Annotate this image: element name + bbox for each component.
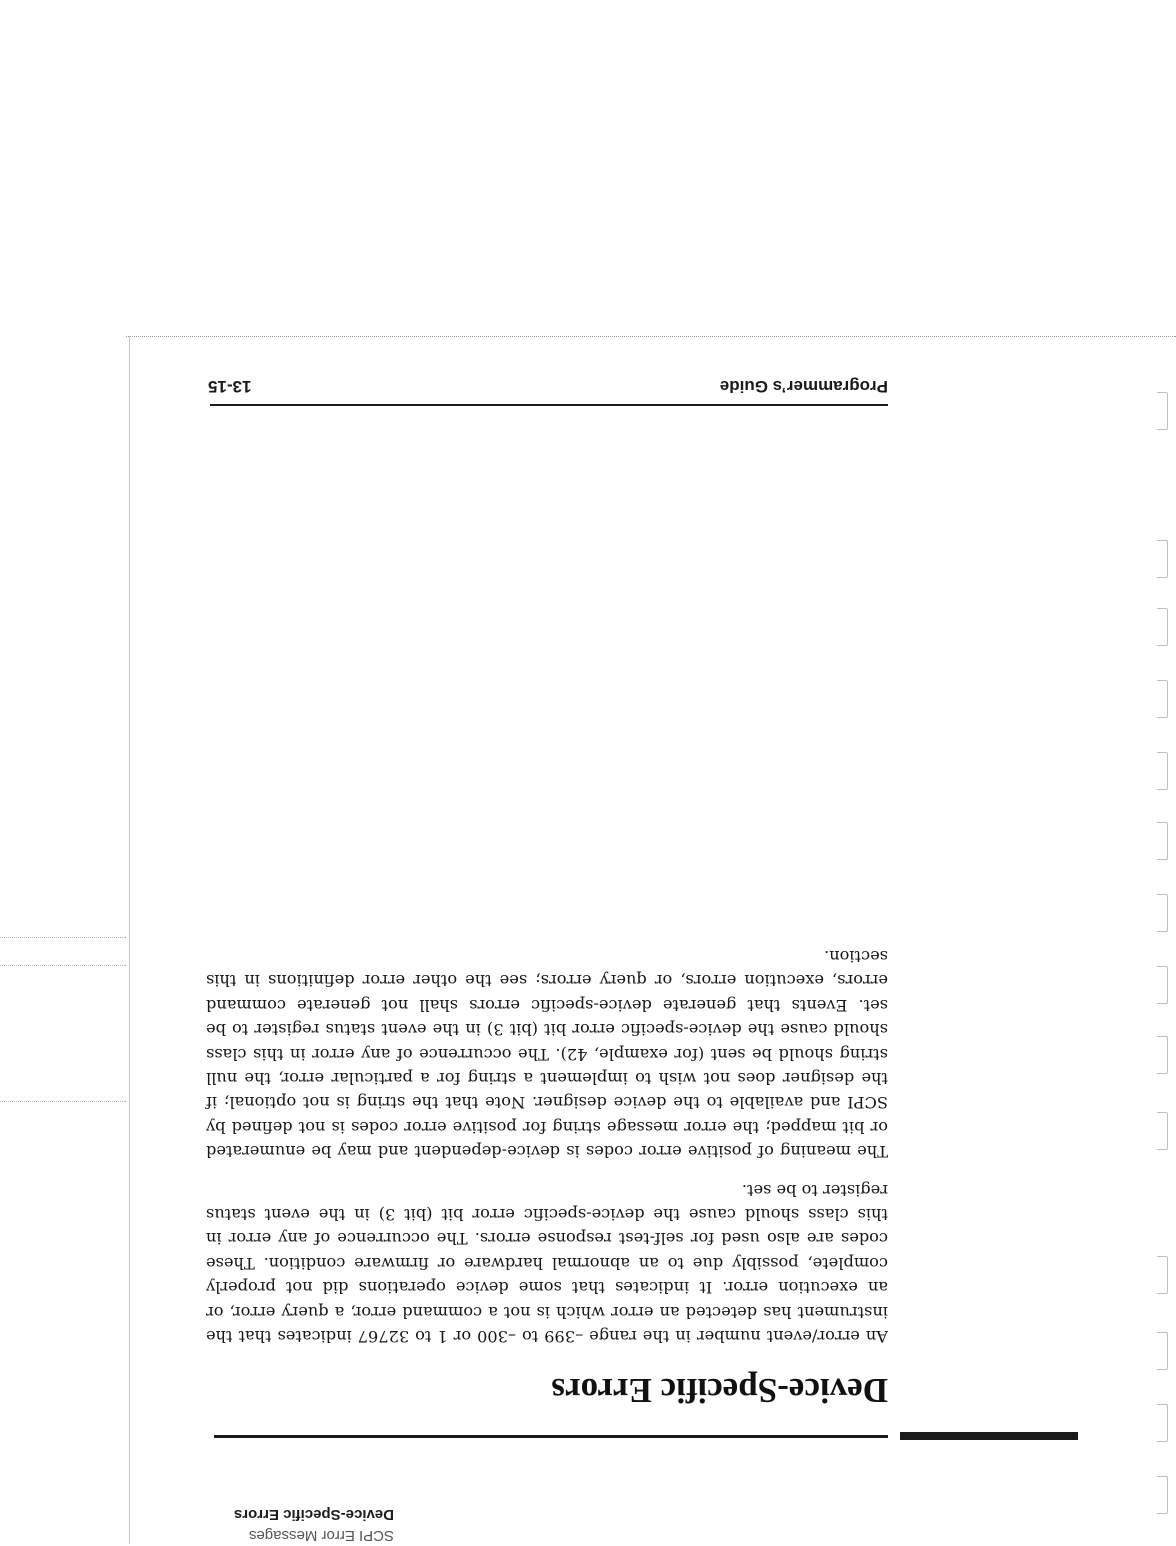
body-text bbox=[206, 930, 888, 1349]
scan-guide-line bbox=[0, 937, 126, 938]
section-title: Device-Specific Errors bbox=[551, 1371, 888, 1410]
scan-guide-line bbox=[0, 965, 126, 966]
binder-tab-mark bbox=[1157, 752, 1168, 790]
footer-rule bbox=[210, 404, 888, 406]
binder-tab-mark bbox=[1157, 1036, 1168, 1074]
binder-tab-mark bbox=[1157, 1404, 1168, 1442]
scan-guide-line bbox=[0, 1101, 126, 1102]
paragraph: The meaning of positive error codes is device-dependent and may be enumerated or bit mapped; the error message string for positive error codes is not defined by SCPI and available to the device designer. Note that the string is not optional; if the designer does not wish to implement a string for a particular error, the null string should be sent (for example, 42). The occurrence of any error in this class should cause the device-specific error bit (bit 3) in the event status register to be set. Events that generate device-specific errors shall not generate command errors, execution errors, or query errors; see the other error definitions in this section. bbox=[206, 946, 888, 1162]
footer-page-number: 13-15 bbox=[208, 377, 252, 396]
binder-tab-mark bbox=[1157, 608, 1168, 646]
page-edge-bottom bbox=[126, 336, 1176, 337]
running-header-section: Device-Specific Errors bbox=[233, 1506, 394, 1523]
binder-tab-mark bbox=[1157, 894, 1168, 932]
running-header bbox=[194, 1504, 394, 1544]
binder-tab-mark bbox=[1157, 1332, 1168, 1370]
binder-tab-mark bbox=[1157, 392, 1168, 430]
footer-guide-name: Programmer’s Guide bbox=[719, 377, 888, 396]
section-marker-bar bbox=[900, 1432, 1078, 1440]
paragraph: An error/event number in the range –399 to –300 or 1 to 32767 indicates that the instrument has detected an error which is not a command error, a query error, or an execution error. It indicates that some device operations did not properly complete, possibly due to an abnormal hardware or firmware condition. These codes are also used for self-test response errors. The occurrence of any error in this class should cause the device-specific error bit (bit 3) in the event status register to be set. bbox=[206, 1180, 888, 1346]
running-header-chapter: SCPI Error Messages bbox=[248, 1527, 394, 1544]
binder-tab-mark bbox=[1157, 1112, 1168, 1150]
binder-tab-mark bbox=[1157, 1256, 1168, 1294]
page-footer bbox=[208, 372, 888, 400]
page-edge bbox=[129, 336, 130, 1544]
binder-tab-mark bbox=[1157, 680, 1168, 718]
binder-tab-mark bbox=[1157, 822, 1168, 860]
binder-tab-mark bbox=[1157, 966, 1168, 1004]
binder-tab-mark bbox=[1157, 540, 1168, 578]
heading-rule bbox=[214, 1435, 888, 1438]
binder-tab-mark bbox=[1157, 1476, 1168, 1514]
